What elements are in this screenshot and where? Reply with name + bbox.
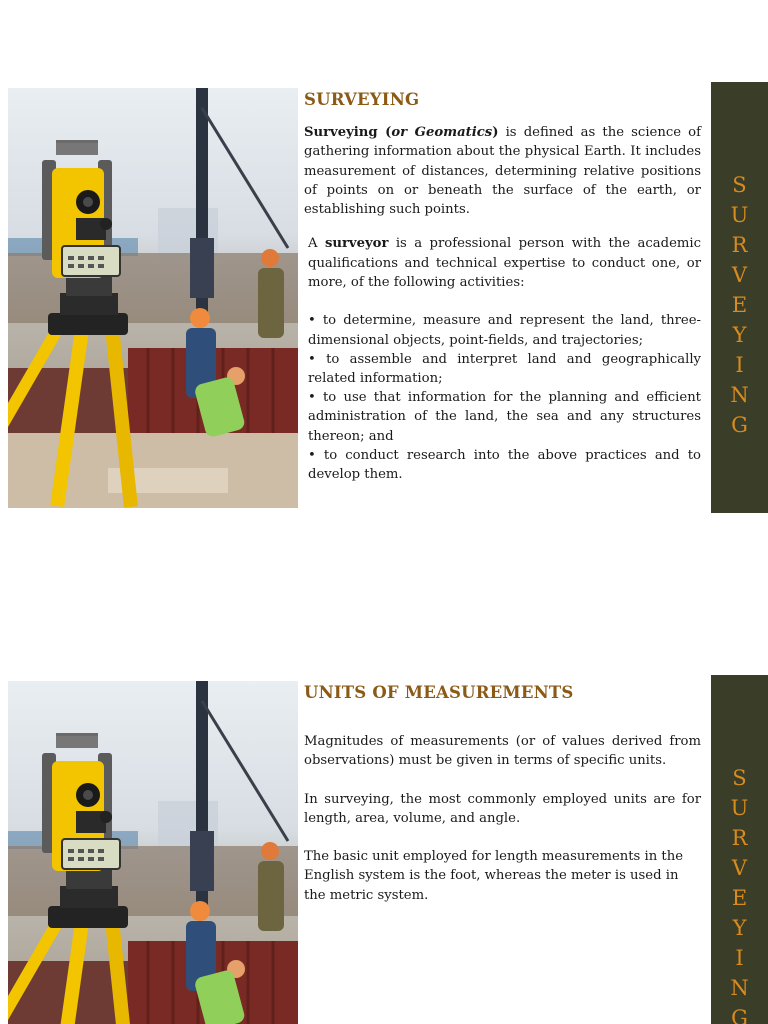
slide-heading: SURVEYING (304, 90, 420, 109)
surveyor-paragraph: A surveyor is a professional person with the academic qualifications and technical expertise to conduct one, or more, of the following activities: (308, 236, 701, 291)
sidebar-letter: Y (732, 323, 747, 347)
slide-surveying (0, 82, 768, 514)
list-item: • to use that information for the planning and efficient administration of the land, the sea and any structures thereon; and (308, 390, 701, 444)
total-station-illustration (8, 681, 298, 1024)
sidebar-letter: R (731, 233, 748, 257)
term-bold: Surveying (or Geomatics) (304, 125, 499, 140)
sidebar-letter: Y (732, 916, 747, 940)
sidebar-letter: V (731, 856, 748, 880)
sidebar-letter: I (735, 946, 744, 970)
sidebar-letter: V (731, 263, 748, 287)
vertical-title (711, 763, 768, 1024)
sidebar-letter: S (732, 173, 747, 197)
total-station-photo (8, 681, 298, 1024)
sidebar-letter: U (730, 203, 749, 227)
vertical-title (711, 170, 768, 440)
list-item: • to conduct research into the above practices and to develop them. (308, 447, 701, 482)
slide-content (304, 90, 701, 484)
slide-content (304, 683, 701, 905)
sidebar-letter: G (731, 1006, 748, 1024)
body-paragraph: In surveying, the most commonly employed units are for length, area, volume, and angle. (304, 791, 701, 826)
slide-heading: UNITS OF MEASUREMENTS (304, 683, 574, 702)
activities-list (304, 311, 701, 484)
body-paragraph: The basic unit employed for length measurements in the English system is the foot, whereas the meter is used in the metric system. (304, 849, 684, 903)
sidebar-letter: N (730, 976, 749, 1000)
list-item: • to assemble and interpret land and geographically related information; (308, 351, 701, 386)
total-station-photo (8, 88, 298, 508)
sidebar-letter: R (731, 826, 748, 850)
slide-units (0, 675, 768, 1024)
sidebar-letter: E (731, 293, 748, 317)
sidebar-letter: S (732, 766, 747, 790)
sidebar-letter: U (730, 796, 749, 820)
definition-paragraph: Surveying (or Geomatics) is defined as the science of gathering information about the physical Earth. It includes measurement of distances, determining relative positions of points on or beneath the surface of the earth, or establishing such points. (304, 125, 701, 218)
title-sidebar (711, 675, 768, 1024)
list-item: • to determine, measure and represent the land, three-dimensional objects, point-fields, and trajectories; (308, 313, 701, 348)
body-paragraph: Magnitudes of measurements (or of values derived from observations) must be given in terms of specific units. (304, 734, 701, 769)
sidebar-letter: I (735, 353, 744, 377)
sidebar-letter: G (731, 413, 748, 437)
sidebar-letter: N (730, 383, 749, 407)
sidebar-letter: E (731, 886, 748, 910)
title-sidebar (711, 82, 768, 513)
total-station-illustration (8, 88, 298, 508)
